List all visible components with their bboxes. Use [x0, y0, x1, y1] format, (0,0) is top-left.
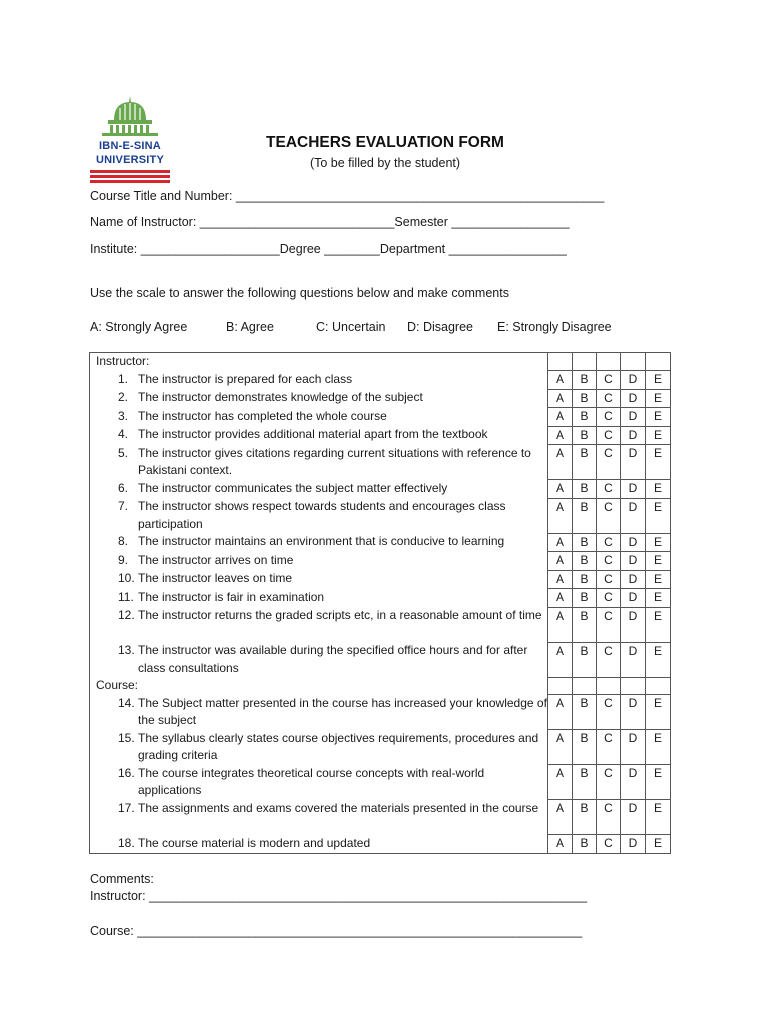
question-text: The instructor has completed the whole course	[138, 408, 387, 423]
question-text: The instructor arrives on time	[138, 552, 294, 567]
rating-option-b[interactable]: B	[573, 445, 597, 480]
rating-option-a[interactable]: A	[548, 765, 573, 800]
logo-text-line2: UNIVERSITY	[95, 154, 164, 166]
question-text: The course material is modern and updated	[138, 835, 371, 850]
rating-option-e[interactable]: E	[646, 533, 671, 552]
question-number: 15.	[118, 730, 135, 745]
rating-option-c[interactable]: C	[597, 800, 621, 835]
question-row	[90, 533, 671, 552]
rating-option-d[interactable]: D	[621, 765, 646, 800]
question-text: The course integrates theoretical course concepts with real-world applications	[138, 765, 485, 797]
question-text: The assignments and exams covered the materials presented in the course	[138, 800, 539, 815]
rating-option-c[interactable]: C	[597, 389, 621, 408]
scale-a: A: Strongly Agree	[90, 320, 188, 334]
rating-option-b[interactable]: B	[573, 371, 597, 390]
question-number: 4.	[118, 427, 129, 441]
rating-option-b[interactable]: B	[573, 607, 597, 642]
rating-option-c[interactable]: C	[597, 533, 621, 552]
instructor-semester-field[interactable]: Name of Instructor: ____________________________Semester _________________	[90, 215, 570, 229]
rating-option-b[interactable]: B	[573, 498, 597, 533]
rating-option-e[interactable]: E	[646, 642, 671, 677]
rating-option-b[interactable]: B	[573, 695, 597, 730]
form-subtitle: (To be filled by the student)	[309, 156, 461, 170]
rating-option-e[interactable]: E	[646, 765, 671, 800]
question-number: 10.	[118, 571, 135, 585]
question-number: 1.	[118, 371, 129, 386]
rating-option-a[interactable]: A	[548, 835, 573, 854]
rating-option-d[interactable]: D	[621, 445, 646, 480]
rating-option-a[interactable]: A	[548, 570, 573, 589]
rating-option-a[interactable]: A	[548, 371, 573, 390]
rating-option-b[interactable]: B	[573, 589, 597, 608]
rating-option-b[interactable]: B	[573, 408, 597, 427]
instructor-section-heading: Instructor:	[96, 354, 150, 368]
empty-cell	[646, 677, 671, 695]
rating-option-d[interactable]: D	[621, 642, 646, 677]
question-text: The instructor gives citations regarding current situations with reference to Pakistani context.	[138, 445, 531, 477]
question-number: 12.	[118, 608, 135, 622]
rating-option-e[interactable]: E	[646, 426, 671, 445]
rating-option-e[interactable]: E	[646, 389, 671, 408]
logo-stripe	[90, 175, 170, 178]
course-comment-field[interactable]: Course: ________________________________________________________________	[90, 924, 583, 938]
question-text: The instructor provides additional material apart from the textbook	[138, 427, 488, 441]
question-row	[90, 408, 671, 427]
rating-option-d[interactable]: D	[621, 371, 646, 390]
rating-option-a[interactable]: A	[548, 642, 573, 677]
empty-cell	[621, 677, 646, 695]
rating-option-c[interactable]: C	[597, 642, 621, 677]
rating-option-d[interactable]: D	[621, 589, 646, 608]
rating-option-b[interactable]: B	[573, 730, 597, 765]
rating-option-d[interactable]: D	[621, 835, 646, 854]
rating-option-e[interactable]: E	[646, 800, 671, 835]
question-row	[90, 607, 671, 642]
rating-option-c[interactable]: C	[597, 765, 621, 800]
rating-option-e[interactable]: E	[646, 695, 671, 730]
course-section-row	[90, 677, 671, 695]
question-number: 16.	[118, 765, 135, 780]
rating-option-a[interactable]: A	[548, 800, 573, 835]
question-number: 3.	[118, 408, 129, 423]
question-row	[90, 389, 671, 408]
rating-option-e[interactable]: E	[646, 589, 671, 608]
rating-option-c[interactable]: C	[597, 480, 621, 499]
rating-option-b[interactable]: B	[573, 533, 597, 552]
rating-option-a[interactable]: A	[548, 730, 573, 765]
question-text: The Subject matter presented in the course has increased your knowledge of the subject	[138, 695, 547, 727]
empty-cell	[573, 353, 597, 371]
logo-text-line1: IBN-E-SINA	[99, 140, 161, 152]
institute-degree-department-field[interactable]: Institute: ____________________Degree ________Department _________________	[90, 242, 567, 256]
rating-option-d[interactable]: D	[621, 498, 646, 533]
question-text: The instructor leaves on time	[138, 571, 293, 585]
question-row	[90, 552, 671, 571]
rating-option-d[interactable]: D	[621, 533, 646, 552]
question-row	[90, 371, 671, 390]
question-row	[90, 800, 671, 835]
rating-option-d[interactable]: D	[621, 695, 646, 730]
rating-option-b[interactable]: B	[573, 552, 597, 571]
empty-cell	[646, 353, 671, 371]
rating-option-c[interactable]: C	[597, 835, 621, 854]
question-number: 18.	[118, 835, 135, 850]
course-title-field[interactable]: Course Title and Number: _____________________________________________________	[90, 189, 605, 203]
rating-option-a[interactable]: A	[548, 480, 573, 499]
instructor-section-row	[90, 353, 671, 371]
question-number: 11.	[118, 589, 134, 604]
rating-option-d[interactable]: D	[621, 552, 646, 571]
question-row	[90, 589, 671, 608]
question-row	[90, 426, 671, 445]
question-row	[90, 498, 671, 533]
evaluation-table	[89, 352, 671, 854]
form-title: TEACHERS EVALUATION FORM	[266, 134, 504, 151]
rating-option-e[interactable]: E	[646, 552, 671, 571]
rating-option-b[interactable]: B	[573, 389, 597, 408]
question-text: The syllabus clearly states course objectives requirements, procedures and grading criteria	[138, 730, 539, 762]
rating-option-c[interactable]: C	[597, 552, 621, 571]
rating-option-c[interactable]: C	[597, 445, 621, 480]
rating-option-a[interactable]: A	[548, 389, 573, 408]
rating-option-d[interactable]: D	[621, 426, 646, 445]
rating-option-d[interactable]: D	[621, 570, 646, 589]
rating-option-b[interactable]: B	[573, 426, 597, 445]
question-number: 7.	[118, 499, 129, 513]
question-number: 17.	[118, 800, 135, 815]
comments-heading: Comments:	[90, 872, 154, 886]
question-row	[90, 835, 671, 854]
question-row	[90, 445, 671, 480]
question-number: 13.	[118, 643, 135, 657]
logo-stripe	[90, 180, 170, 183]
scale-d: D: Disagree	[407, 320, 473, 334]
rating-option-c[interactable]: C	[597, 730, 621, 765]
rating-option-d[interactable]: D	[621, 800, 646, 835]
rating-option-d[interactable]: D	[621, 480, 646, 499]
empty-cell	[621, 353, 646, 371]
question-text: The instructor demonstrates knowledge of the subject	[138, 390, 423, 404]
logo-stripe	[90, 170, 170, 173]
question-number: 8.	[118, 534, 129, 548]
scale-b: B: Agree	[226, 320, 274, 334]
rating-option-b[interactable]: B	[573, 800, 597, 835]
question-number: 6.	[118, 480, 129, 495]
question-text: The instructor is fair in examination	[138, 589, 325, 604]
question-row	[90, 570, 671, 589]
rating-option-e[interactable]: E	[646, 498, 671, 533]
rating-option-c[interactable]: C	[597, 371, 621, 390]
rating-option-b[interactable]: B	[573, 765, 597, 800]
rating-option-c[interactable]: C	[597, 570, 621, 589]
question-row	[90, 765, 671, 800]
rating-option-e[interactable]: E	[646, 408, 671, 427]
rating-option-c[interactable]: C	[597, 498, 621, 533]
question-number: 2.	[118, 390, 129, 404]
rating-option-a[interactable]: A	[548, 426, 573, 445]
question-text: The instructor communicates the subject matter effectively	[138, 480, 448, 495]
rating-option-a[interactable]: A	[548, 533, 573, 552]
rating-option-c[interactable]: C	[597, 426, 621, 445]
question-text: The instructor was available during the specified office hours and for after class consultations	[138, 643, 528, 675]
rating-option-e[interactable]: E	[646, 730, 671, 765]
question-number: 5.	[118, 445, 129, 460]
rating-option-e[interactable]: E	[646, 570, 671, 589]
rating-option-b[interactable]: B	[573, 480, 597, 499]
question-number: 9.	[118, 552, 129, 567]
rating-option-b[interactable]: B	[573, 835, 597, 854]
question-text: The instructor shows respect towards students and encourages class participation	[138, 499, 506, 531]
rating-option-c[interactable]: C	[597, 695, 621, 730]
empty-cell	[597, 353, 621, 371]
rating-option-e[interactable]: E	[646, 607, 671, 642]
scale-instruction: Use the scale to answer the following questions below and make comments	[90, 286, 509, 300]
course-section-heading: Course:	[96, 678, 139, 692]
question-row	[90, 695, 671, 730]
rating-option-e[interactable]: E	[646, 371, 671, 390]
question-row	[90, 730, 671, 765]
rating-option-a[interactable]: A	[548, 445, 573, 480]
rating-option-e[interactable]: E	[646, 445, 671, 480]
dome-icon	[98, 96, 162, 136]
question-text: The instructor is prepared for each class	[138, 371, 353, 386]
rating-option-e[interactable]: E	[646, 480, 671, 499]
rating-option-a[interactable]: A	[548, 589, 573, 608]
scale-e: E: Strongly Disagree	[497, 320, 612, 334]
question-number: 14.	[118, 695, 135, 710]
rating-option-d[interactable]: D	[621, 408, 646, 427]
rating-option-d[interactable]: D	[621, 389, 646, 408]
rating-option-e[interactable]: E	[646, 835, 671, 854]
rating-option-c[interactable]: C	[597, 408, 621, 427]
question-text: The instructor returns the graded scripts etc, in a reasonable amount of time	[138, 608, 542, 622]
rating-option-a[interactable]: A	[548, 408, 573, 427]
rating-option-b[interactable]: B	[573, 642, 597, 677]
rating-option-b[interactable]: B	[573, 570, 597, 589]
question-row	[90, 642, 671, 677]
empty-cell	[597, 677, 621, 695]
empty-cell	[573, 677, 597, 695]
rating-option-a[interactable]: A	[548, 607, 573, 642]
rating-option-c[interactable]: C	[597, 589, 621, 608]
empty-cell	[548, 353, 573, 371]
rating-option-d[interactable]: D	[621, 730, 646, 765]
question-row	[90, 480, 671, 499]
rating-option-a[interactable]: A	[548, 498, 573, 533]
instructor-comment-field[interactable]: Instructor: _______________________________________________________________	[90, 889, 588, 903]
rating-option-c[interactable]: C	[597, 607, 621, 642]
question-text: The instructor maintains an environment that is conducive to learning	[138, 534, 505, 548]
rating-option-a[interactable]: A	[548, 695, 573, 730]
empty-cell	[548, 677, 573, 695]
rating-option-d[interactable]: D	[621, 607, 646, 642]
rating-option-a[interactable]: A	[548, 552, 573, 571]
scale-c: C: Uncertain	[316, 320, 386, 334]
